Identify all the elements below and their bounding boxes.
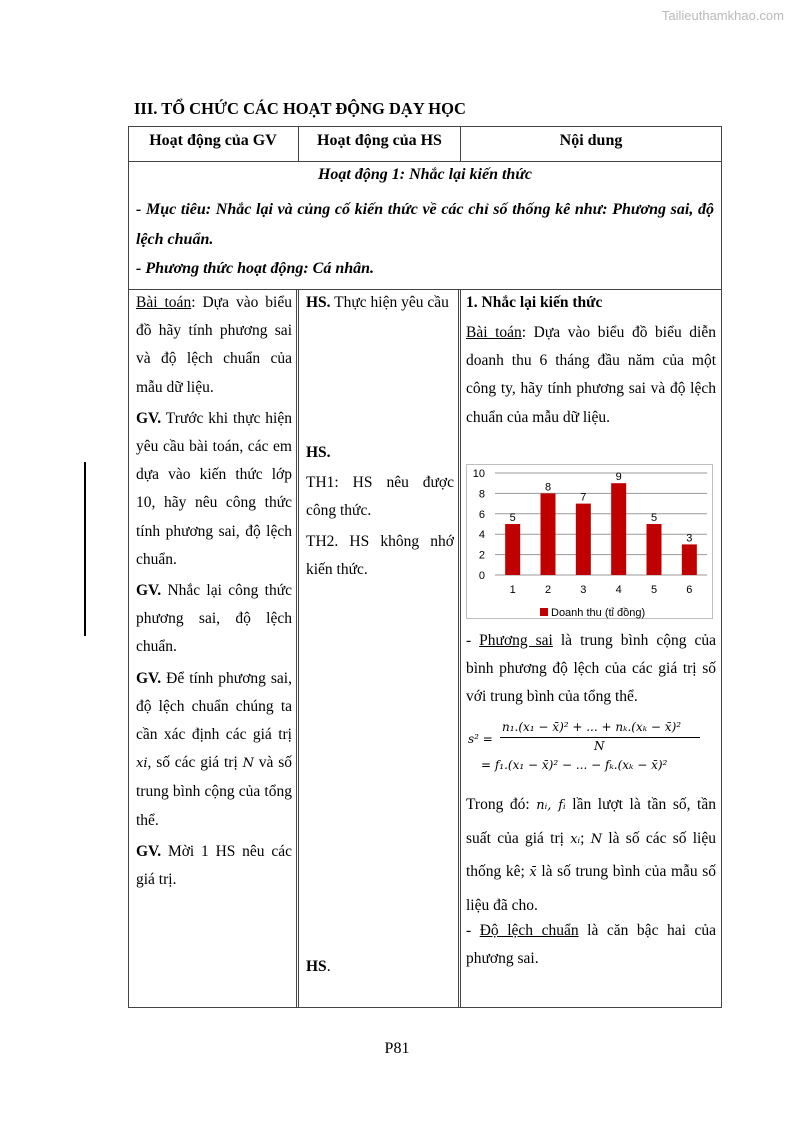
bar [682,544,697,575]
formula-numerator: n₁.(x₁ − x̄)² + ... + nₖ.(xₖ − x̄)² [502,720,682,734]
y-tick-label: 6 [478,508,485,521]
x-tick-label: 1 [509,584,516,596]
y-tick-label: 10 [472,468,485,480]
hs-paragraph-task: HS. Thực hiện yêu cầu [306,294,449,311]
activity-method: - Phương thức hoạt động: Cá nhân. [136,260,375,277]
gv-paragraph-values: GV. Để tính phương sai, độ lệch chuẩn chúng ta cần xác định các giá trị xi, số các giá trị N và số trung bình cộng của tổng thể. [136,669,292,829]
activity-objective: - Mục tiêu: Nhắc lại và củng cố kiến thức về các chỉ số thống kê như: Phương sai, độ lệch chuẩn. [136,201,714,248]
hs-case-2: TH2. HS không nhớ kiến thức. [306,533,454,579]
legend-label: Doanh thu (tỉ đồng) [551,607,646,619]
activities-table [128,126,722,1008]
data-label: 5 [650,512,658,524]
content-variance-def: - Phương sai là trung bình cộng của bình phương độ lệch của các giá trị số với trung bình của tổng thể. [466,632,716,706]
gv-paragraph-intro: GV. Trước khi thực hiện yêu cầu bài toán, các em dựa vào kiến thức lớp 10, hãy nêu công thức tính phương sai, độ lệch chuẩn. [136,409,292,568]
bar [647,524,662,575]
margin-change-bar [84,462,86,636]
bar [541,493,556,575]
content-problem: Bài toán: Dựa vào biểu đồ biểu diễn doanh thu 6 tháng đầu năm của một công ty, hãy tính phương sai và độ lệch chuẩn của mẫu dữ liệu. [466,324,716,426]
activity-title: Hoạt động 1: Nhắc lại kiến thức [317,166,533,183]
content-std-def: - Độ lệch chuẩn là căn bậc hai của phương sai. [466,922,716,968]
section-title: III. TỔ CHỨC CÁC HOẠT ĐỘNG DẠY HỌC [134,99,466,118]
header-content: Nội dung [559,132,623,149]
bar [611,483,626,575]
y-tick-label: 4 [478,529,485,542]
bar [576,504,591,575]
gv-paragraph-invite: GV. Mời 1 HS nêu các giá trị. [136,842,292,889]
x-tick-label: 6 [686,584,693,596]
revenue-chart-svg [467,465,714,620]
gv-paragraph-recall: GV. Nhắc lại công thức phương sai, độ lệch chuẩn. [136,582,292,656]
page-number: P81 [384,1040,410,1057]
formula-denominator: N [594,739,605,753]
formula-line2: = f₁.(x₁ − x̄)² − ... − fₖ.(xₖ − x̄)² [481,758,668,772]
content-heading: 1. Nhắc lại kiến thức [466,294,603,311]
data-label: 9 [615,471,622,484]
x-tick-label: 3 [580,584,587,596]
y-tick-label: 0 [478,570,485,582]
gv-paragraph-problem: Bài toán: Dựa vào biểu đồ hãy tính phương sai và độ lệch chuẩn của mẫu dữ liệu. [136,294,292,396]
x-tick-label: 5 [650,584,658,596]
data-label: 5 [509,512,516,524]
data-label: 3 [686,532,693,545]
data-label: 7 [580,491,587,504]
x-tick-label: 2 [544,584,552,596]
hs-label-3: HS. [306,958,331,975]
formula-lhs: s² = [468,732,493,746]
variance-formula [466,718,716,780]
revenue-chart [466,464,713,619]
y-tick-label: 2 [478,549,485,562]
watermark: Tailieuthamkhao.com [661,8,784,23]
hs-label-2: HS. [306,444,331,461]
data-label: 8 [544,481,552,494]
formula-fraction-bar [500,737,700,738]
header-hs: Hoạt động của HS [317,132,442,149]
legend-swatch [540,608,548,616]
gv-column [136,289,292,894]
bar [505,524,520,575]
hs-case-1: TH1: HS nêu được công thức. [306,474,454,520]
header-gv: Hoạt động của GV [149,132,277,149]
y-tick-label: 8 [478,488,485,501]
x-tick-label: 4 [615,584,622,596]
content-where: Trong đó: nᵢ, fᵢ lần lượt là tần số, tần suất của giá trị xᵢ; N là số các số liệu thống kê; x̄ là số trung bình của mẫu số liệu đã cho. [466,796,716,914]
